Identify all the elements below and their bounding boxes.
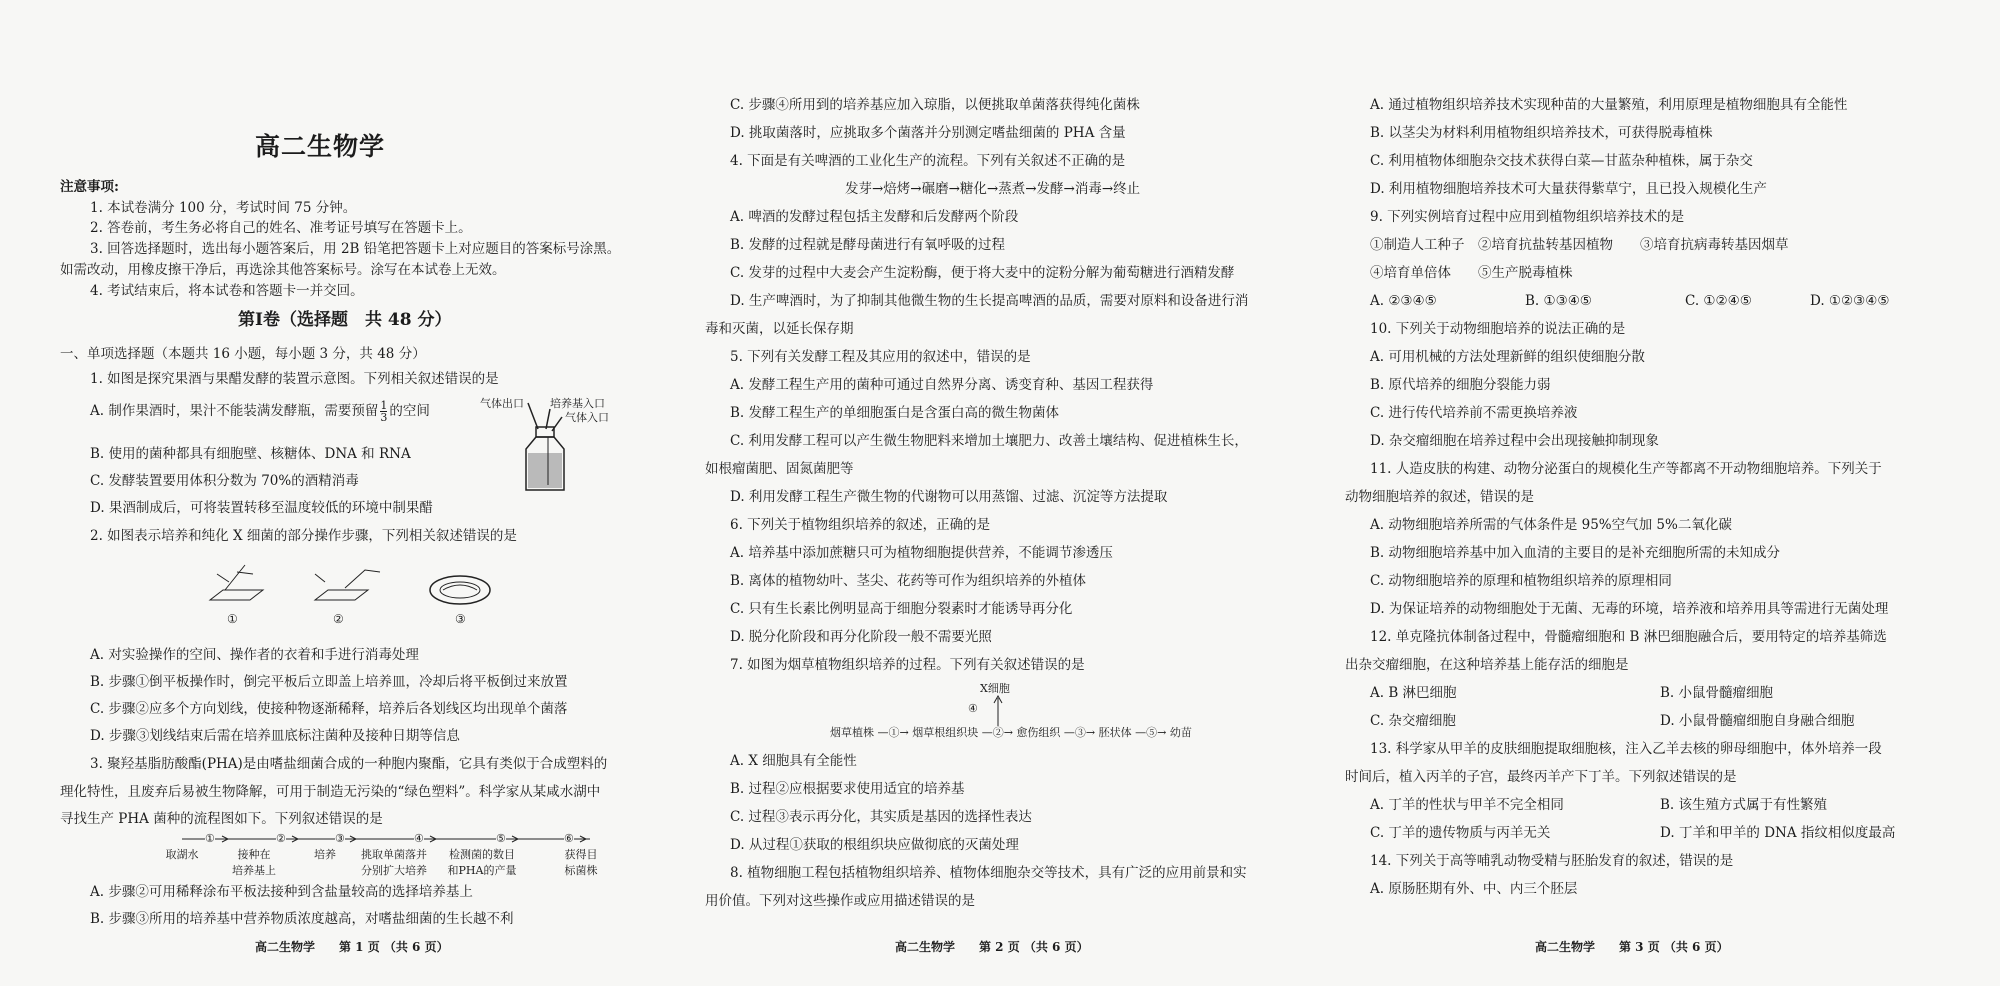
q9-option-a: A. ②③④⑤ (1370, 293, 1437, 309)
q13-option-d: D. 丁羊和甲羊的 DNA 指纹相似度最高 (1660, 825, 1896, 841)
notice-line: 3. 回答选择题时，选出每小题答案后，用 2B 铅笔把答题卡上对应题目的答案标号涂黑。 (90, 241, 621, 257)
q12-option-d: D. 小鼠骨髓瘤细胞自身融合细胞 (1660, 713, 1855, 729)
figure-label-1: ① (227, 612, 238, 626)
q9-option-c: C. ①②④⑤ (1685, 293, 1752, 309)
section-intro: 一、单项选择题（本题共 16 小题，每小题 3 分，共 48 分） (60, 346, 426, 362)
q8-option-a: A. 通过植物组织培养技术实现种苗的大量繁殖，利用原理是植物细胞具有全能性 (1370, 97, 1848, 113)
q11-option-c: C. 动物细胞培养的原理和植物组织培养的原理相同 (1370, 573, 1672, 589)
q6-option-d: D. 脱分化阶段和再分化阶段一般不需要光照 (730, 629, 992, 645)
flow-arrows (160, 832, 650, 846)
notice-line: 如需改动，用橡皮擦干净后，再选涂其他答案标号。涂写在本试卷上无效。 (60, 262, 506, 278)
question-3-line: 寻找生产 PHA 菌种的流程图如下。下列叙述错误的是 (60, 811, 383, 827)
q4-process-flow: 发芽→焙烤→碾磨→糖化→蒸煮→发酵→消毒→终止 (845, 181, 1141, 197)
label-gas-outlet: 气体出口 (480, 397, 524, 410)
page-footer: 高二生物学 第 3 页 （共 6 页） (1535, 940, 1729, 954)
notice-heading: 注意事项: (60, 179, 119, 195)
q4-option-d-cont: 毒和灭菌，以延长保存期 (705, 321, 854, 337)
q4-option-d: D. 生产啤酒时，为了抑制其他微生物的生长提高啤酒的品质，需要对原料和设备进行消 (730, 293, 1249, 309)
step-4-label: ④ (968, 702, 978, 715)
q4-option-a: A. 啤酒的发酵过程包括主发酵和后发酵两个阶段 (730, 209, 1019, 225)
notice-line: 4. 考试结束后，将本试卷和答题卡一并交回。 (90, 283, 364, 299)
q1-option-d: D. 果酒制成后，可将装置转移至温度较低的环境中制果醋 (90, 500, 433, 516)
q8-option-c: C. 利用植物体细胞杂交技术获得白菜—甘蓝杂种植株，属于杂交 (1370, 153, 1753, 169)
q3-option-d: D. 挑取菌落时，应挑取多个菌落并分别测定嗜盐细菌的 PHA 含量 (730, 125, 1126, 141)
flow-step-number: ⑥ (564, 832, 574, 845)
q8-option-d: D. 利用植物细胞培养技术可大量获得紫草宁，且已投入规模化生产 (1370, 181, 1767, 197)
figure-label-3: ③ (455, 612, 466, 626)
q2-option-a: A. 对实验操作的空间、操作者的衣着和手进行消毒处理 (90, 647, 419, 663)
question-6: 6. 下列关于植物组织培养的叙述，正确的是 (730, 517, 991, 533)
flow-step: 获得目 标菌株 (564, 848, 598, 877)
flow-step: 检测菌的数目 和PHA的产量 (447, 848, 517, 877)
flow-step: 取湖水 (165, 848, 199, 861)
q6-option-a: A. 培养基中添加蔗糖只可为植物细胞提供营养，不能调节渗透压 (730, 545, 1113, 561)
label-gas-inlet: 气体入口 (565, 411, 609, 424)
culture-process-flow: 烟草植株 —①→ 烟草根组织块 —②→ 愈伤组织 —③→ 胚状体 —⑤→ 幼苗 (830, 726, 1192, 739)
exam-title: 高二生物学 (255, 132, 386, 161)
q2-option-b: B. 步骤①倒平板操作时，倒完平板后立即盖上培养皿，冷却后将平板倒过来放置 (90, 674, 568, 690)
q10-option-c: C. 进行传代培养前不需更换培养液 (1370, 405, 1578, 421)
q5-option-c: C. 利用发酵工程可以产生微生物肥料来增加土壤肥力、改善土壤结构、促进植株生长， (730, 433, 1248, 449)
q14-option-a: A. 原肠胚期有外、中、内三个胚层 (1370, 881, 1578, 897)
question-9: 9. 下列实例培育过程中应用到植物组织培养技术的是 (1370, 209, 1685, 225)
q9-items: ①制造人工种子 ②培育抗盐转基因植物 ③培育抗病毒转基因烟草 (1370, 237, 1789, 253)
flow-step-number: ⑤ (496, 832, 506, 845)
q3-option-c: C. 步骤④所用到的培养基应加入琼脂，以便挑取单菌落获得纯化菌株 (730, 97, 1140, 113)
exam-page-2 (700, 0, 1300, 986)
flow-step: 挑取单菌落并 分别扩大培养 (361, 848, 427, 877)
x-cell-label: X细胞 (980, 682, 1010, 695)
q10-option-a: A. 可用机械的方法处理新鲜的组织使细胞分散 (1370, 349, 1645, 365)
question-14: 14. 下列关于高等哺乳动物受精与胚胎发育的叙述，错误的是 (1370, 853, 1734, 869)
q2-option-c: C. 步骤②应多个方向划线，使接种物逐渐稀释，培养后各划线区均出现单个菌落 (90, 701, 568, 717)
q13-option-b: B. 该生殖方式属于有性繁殖 (1660, 797, 1828, 813)
tobacco-culture-diagram (830, 680, 1210, 740)
question-10: 10. 下列关于动物细胞培养的说法正确的是 (1370, 321, 1626, 337)
question-8-line: 用价值。下列对这些操作或应用描述错误的是 (705, 893, 975, 909)
flow-step: 接种在 培养基上 (232, 848, 276, 877)
q6-option-b: B. 离体的植物幼叶、茎尖、花药等可作为组织培养的外植体 (730, 573, 1087, 589)
q13-option-a: A. 丁羊的性状与甲羊不完全相同 (1370, 797, 1564, 813)
question-5: 5. 下列有关发酵工程及其应用的叙述中，错误的是 (730, 349, 1031, 365)
fermentation-bottle-icon (520, 395, 600, 495)
q3-option-a: A. 步骤②可用稀释涂布平板法接种到含盐量较高的选择培养基上 (90, 884, 473, 900)
fermentation-apparatus-figure (480, 395, 660, 495)
question-11-line: 动物细胞培养的叙述，错误的是 (1345, 489, 1534, 505)
flow-step: 培养 (314, 848, 336, 861)
q7-option-d: D. 从过程①获取的根组织块应做彻底的灭菌处理 (730, 837, 1019, 853)
q1-option-c: C. 发酵装置要用体积分数为 70%的酒精消毒 (90, 473, 359, 489)
question-1: 1. 如图是探究果酒与果醋发酵的装置示意图。下列相关叙述错误的是 (90, 371, 499, 387)
q5-option-c-cont: 如根瘤菌肥、固氮菌肥等 (705, 461, 854, 477)
q10-option-b: B. 原代培养的细胞分裂能力弱 (1370, 377, 1551, 393)
flow-step-number: ④ (414, 832, 424, 845)
exam-page-1 (40, 0, 660, 986)
pha-flow-diagram (160, 832, 650, 876)
plating-steps-illustration (205, 560, 525, 612)
flow-step-number: ① (205, 832, 215, 845)
q9-items: ④培育单倍体 ⑤生产脱毒植株 (1370, 265, 1573, 281)
notice-line: 2. 答卷前，考生务必将自己的姓名、准考证号填写在答题卡上。 (90, 220, 472, 236)
q5-option-d: D. 利用发酵工程生产微生物的代谢物可以用蒸馏、过滤、沉淀等方法提取 (730, 489, 1168, 505)
question-13-line: 13. 科学家从甲羊的皮肤细胞提取细胞核，注入乙羊去核的卵母细胞中，体外培养一段 (1370, 741, 1882, 757)
flow-step-number: ③ (335, 832, 345, 845)
notice-line: 1. 本试卷满分 100 分，考试时间 75 分钟。 (90, 200, 357, 216)
q5-option-a: A. 发酵工程生产用的菌种可通过自然界分离、诱变育种、基因工程获得 (730, 377, 1154, 393)
question-3-line: 3. 聚羟基脂肪酸酯(PHA)是由嗜盐细菌合成的一种胞内聚酯，它具有类似于合成塑料的 (90, 756, 608, 772)
q4-option-c: C. 发芽的过程中大麦会产生淀粉酶，便于将大麦中的淀粉分解为葡萄糖进行酒精发酵 (730, 265, 1235, 281)
q9-option-b: B. ①③④⑤ (1525, 293, 1592, 309)
section-title: 第Ⅰ卷（选择题 共 48 分） (238, 310, 452, 330)
question-12-line: 出杂交瘤细胞，在这种培养基上能存活的细胞是 (1345, 657, 1629, 673)
plating-steps-figure (205, 560, 525, 630)
q12-option-c: C. 杂交瘤细胞 (1370, 713, 1456, 729)
q11-option-b: B. 动物细胞培养基中加入血清的主要目的是补充细胞所需的未知成分 (1370, 545, 1781, 561)
figure-label-2: ② (333, 612, 344, 626)
q2-option-d: D. 步骤③划线结束后需在培养皿底标注菌种及接种日期等信息 (90, 728, 460, 744)
q13-option-c: C. 丁羊的遗传物质与丙羊无关 (1370, 825, 1551, 841)
q3-option-b: B. 步骤③所用的培养基中营养物质浓度越高，对嗜盐细菌的生长越不利 (90, 911, 514, 927)
question-4: 4. 下面是有关啤酒的工业化生产的流程。下列有关叙述不正确的是 (730, 153, 1126, 169)
flow-step-number: ② (276, 832, 286, 845)
exam-page-3 (1340, 0, 1970, 986)
q12-option-b: B. 小鼠骨髓瘤细胞 (1660, 685, 1774, 701)
q11-option-d: D. 为保证培养的动物细胞处于无菌、无毒的环境，培养液和培养用具等需进行无菌处理 (1370, 601, 1889, 617)
q1-option-b: B. 使用的菌种都具有细胞壁、核糖体、DNA 和 RNA (90, 446, 411, 462)
q12-option-a: A. B 淋巴细胞 (1370, 685, 1457, 701)
question-8-line: 8. 植物细胞工程包括植物组织培养、植物体细胞杂交等技术，具有广泛的应用前景和实 (730, 865, 1247, 881)
q9-option-d: D. ①②③④⑤ (1810, 293, 1890, 309)
page-footer: 高二生物学 第 2 页 （共 6 页） (895, 940, 1089, 954)
q7-option-b: B. 过程②应根据要求使用适宜的培养基 (730, 781, 965, 797)
fraction: $\frac{1}{3}$ (380, 399, 388, 424)
up-arrow-icon (988, 694, 1008, 728)
question-13-line: 时间后，植入丙羊的子宫，最终丙羊产下丁羊。下列叙述错误的是 (1345, 769, 1737, 785)
label-medium-inlet: 培养基入口 (550, 397, 605, 410)
q4-option-b: B. 发酵的过程就是酵母菌进行有氧呼吸的过程 (730, 237, 1006, 253)
page-footer: 高二生物学 第 1 页 （共 6 页） (255, 940, 449, 954)
q1-option-a: A. 制作果酒时，果汁不能装满发酵瓶，需要预留 $\frac{1}{3}$ 的空间 (90, 399, 430, 424)
q6-option-c: C. 只有生长素比例明显高于细胞分裂素时才能诱导再分化 (730, 601, 1073, 617)
q11-option-a: A. 动物细胞培养所需的气体条件是 95%空气加 5%二氧化碳 (1370, 517, 1732, 533)
question-11-line: 11. 人造皮肤的构建、动物分泌蛋白的规模化生产等都离不开动物细胞培养。下列关于 (1370, 461, 1882, 477)
question-12-line: 12. 单克隆抗体制备过程中，骨髓瘤细胞和 B 淋巴细胞融合后，要用特定的培养基筛选 (1370, 629, 1887, 645)
q8-option-b: B. 以茎尖为材料利用植物组织培养技术，可获得脱毒植株 (1370, 125, 1713, 141)
q7-option-c: C. 过程③表示再分化，其实质是基因的选择性表达 (730, 809, 1032, 825)
q10-option-d: D. 杂交瘤细胞在培养过程中会出现接触抑制现象 (1370, 433, 1659, 449)
question-7: 7. 如图为烟草植物组织培养的过程。下列有关叙述错误的是 (730, 657, 1085, 673)
q7-option-a: A. X 细胞具有全能性 (730, 753, 857, 769)
question-2: 2. 如图表示培养和纯化 X 细菌的部分操作步骤，下列相关叙述错误的是 (90, 528, 517, 544)
q5-option-b: B. 发酵工程生产的单细胞蛋白是含蛋白高的微生物菌体 (730, 405, 1060, 421)
question-3-line: 理化特性，且废弃后易被生物降解，可用于制造无污染的“绿色塑料”。科学家从某咸水湖中 (60, 784, 601, 800)
